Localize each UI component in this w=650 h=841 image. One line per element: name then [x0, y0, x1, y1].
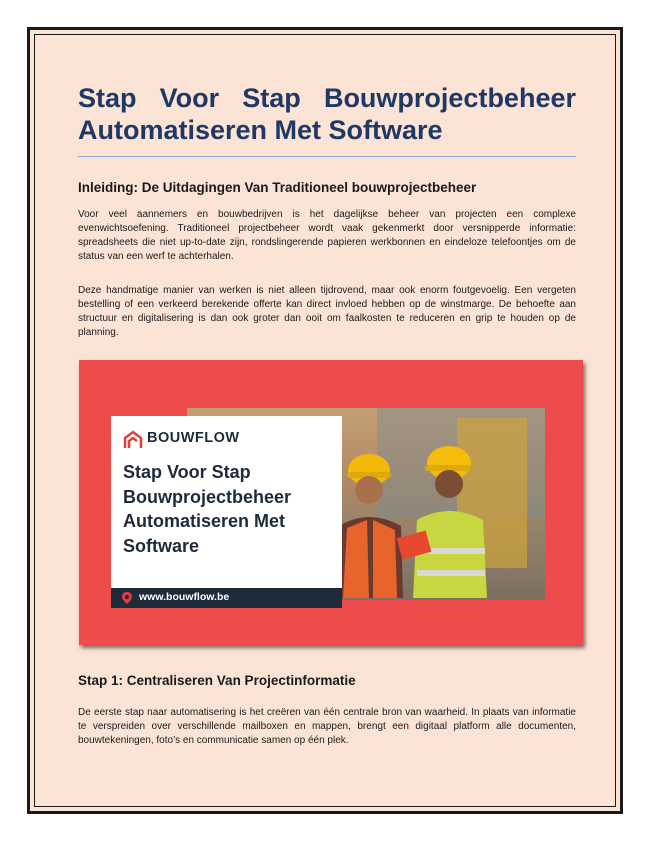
banner-headline: Stap Voor Stap Bouwprojectbeheer Automatiseren Met Software [123, 462, 292, 556]
document-page [27, 27, 623, 814]
banner-footer [111, 588, 342, 608]
promo-banner-image [79, 360, 583, 645]
banner-url: www.bouwflow.be [139, 591, 230, 603]
title-divider [78, 156, 576, 157]
brand-name: BOUWFLOW [147, 430, 240, 446]
intro-paragraph-1: Voor veel aannemers en bouwbedrijven is het dagelijkse beheer van projecten een complexe evenwichtsoefening. Traditioneel projectbeheer wordt vaak gekenmerkt door versnipperde informatie: spreadsheets die niet up-to-date zijn, rondslingerende papieren werkbonnen en eindeloze telefoontjes om de status van een werf te achterhalen. [78, 209, 576, 262]
banner-title-card [111, 416, 342, 594]
intro-paragraph-2: Deze handmatige manier van werken is niet alleen tijdrovend, maar ook enorm foutgevoelig. Een vergeten bestelling of een verkeerd berekende offerte kan direct invloed hebben op de winstmarge. De behoefte aan structuur en digitalisering is dan ook groter dan ooit om faalkosten te reduceren en grip te houden op de planning. [78, 285, 576, 338]
step1-paragraph: De eerste stap naar automatisering is het creëren van één centrale bron van waarheid. In plaats van informatie te verspreiden over verschillende mailboxen en mappen, brengt een digitaal platform alle documenten, bouwtekeningen, foto’s en communicatie samen op één plek. [78, 707, 576, 746]
document-title: Stap Voor Stap Bouwprojectbeheer Automatiseren Met Software [78, 83, 576, 145]
intro-heading: Inleiding: De Uitdagingen Van Traditioneel bouwprojectbeheer [78, 180, 477, 195]
step1-heading: Stap 1: Centraliseren Van Projectinformatie [78, 673, 356, 688]
bouwflow-logo-icon [123, 430, 143, 450]
location-pin-icon [121, 591, 133, 605]
